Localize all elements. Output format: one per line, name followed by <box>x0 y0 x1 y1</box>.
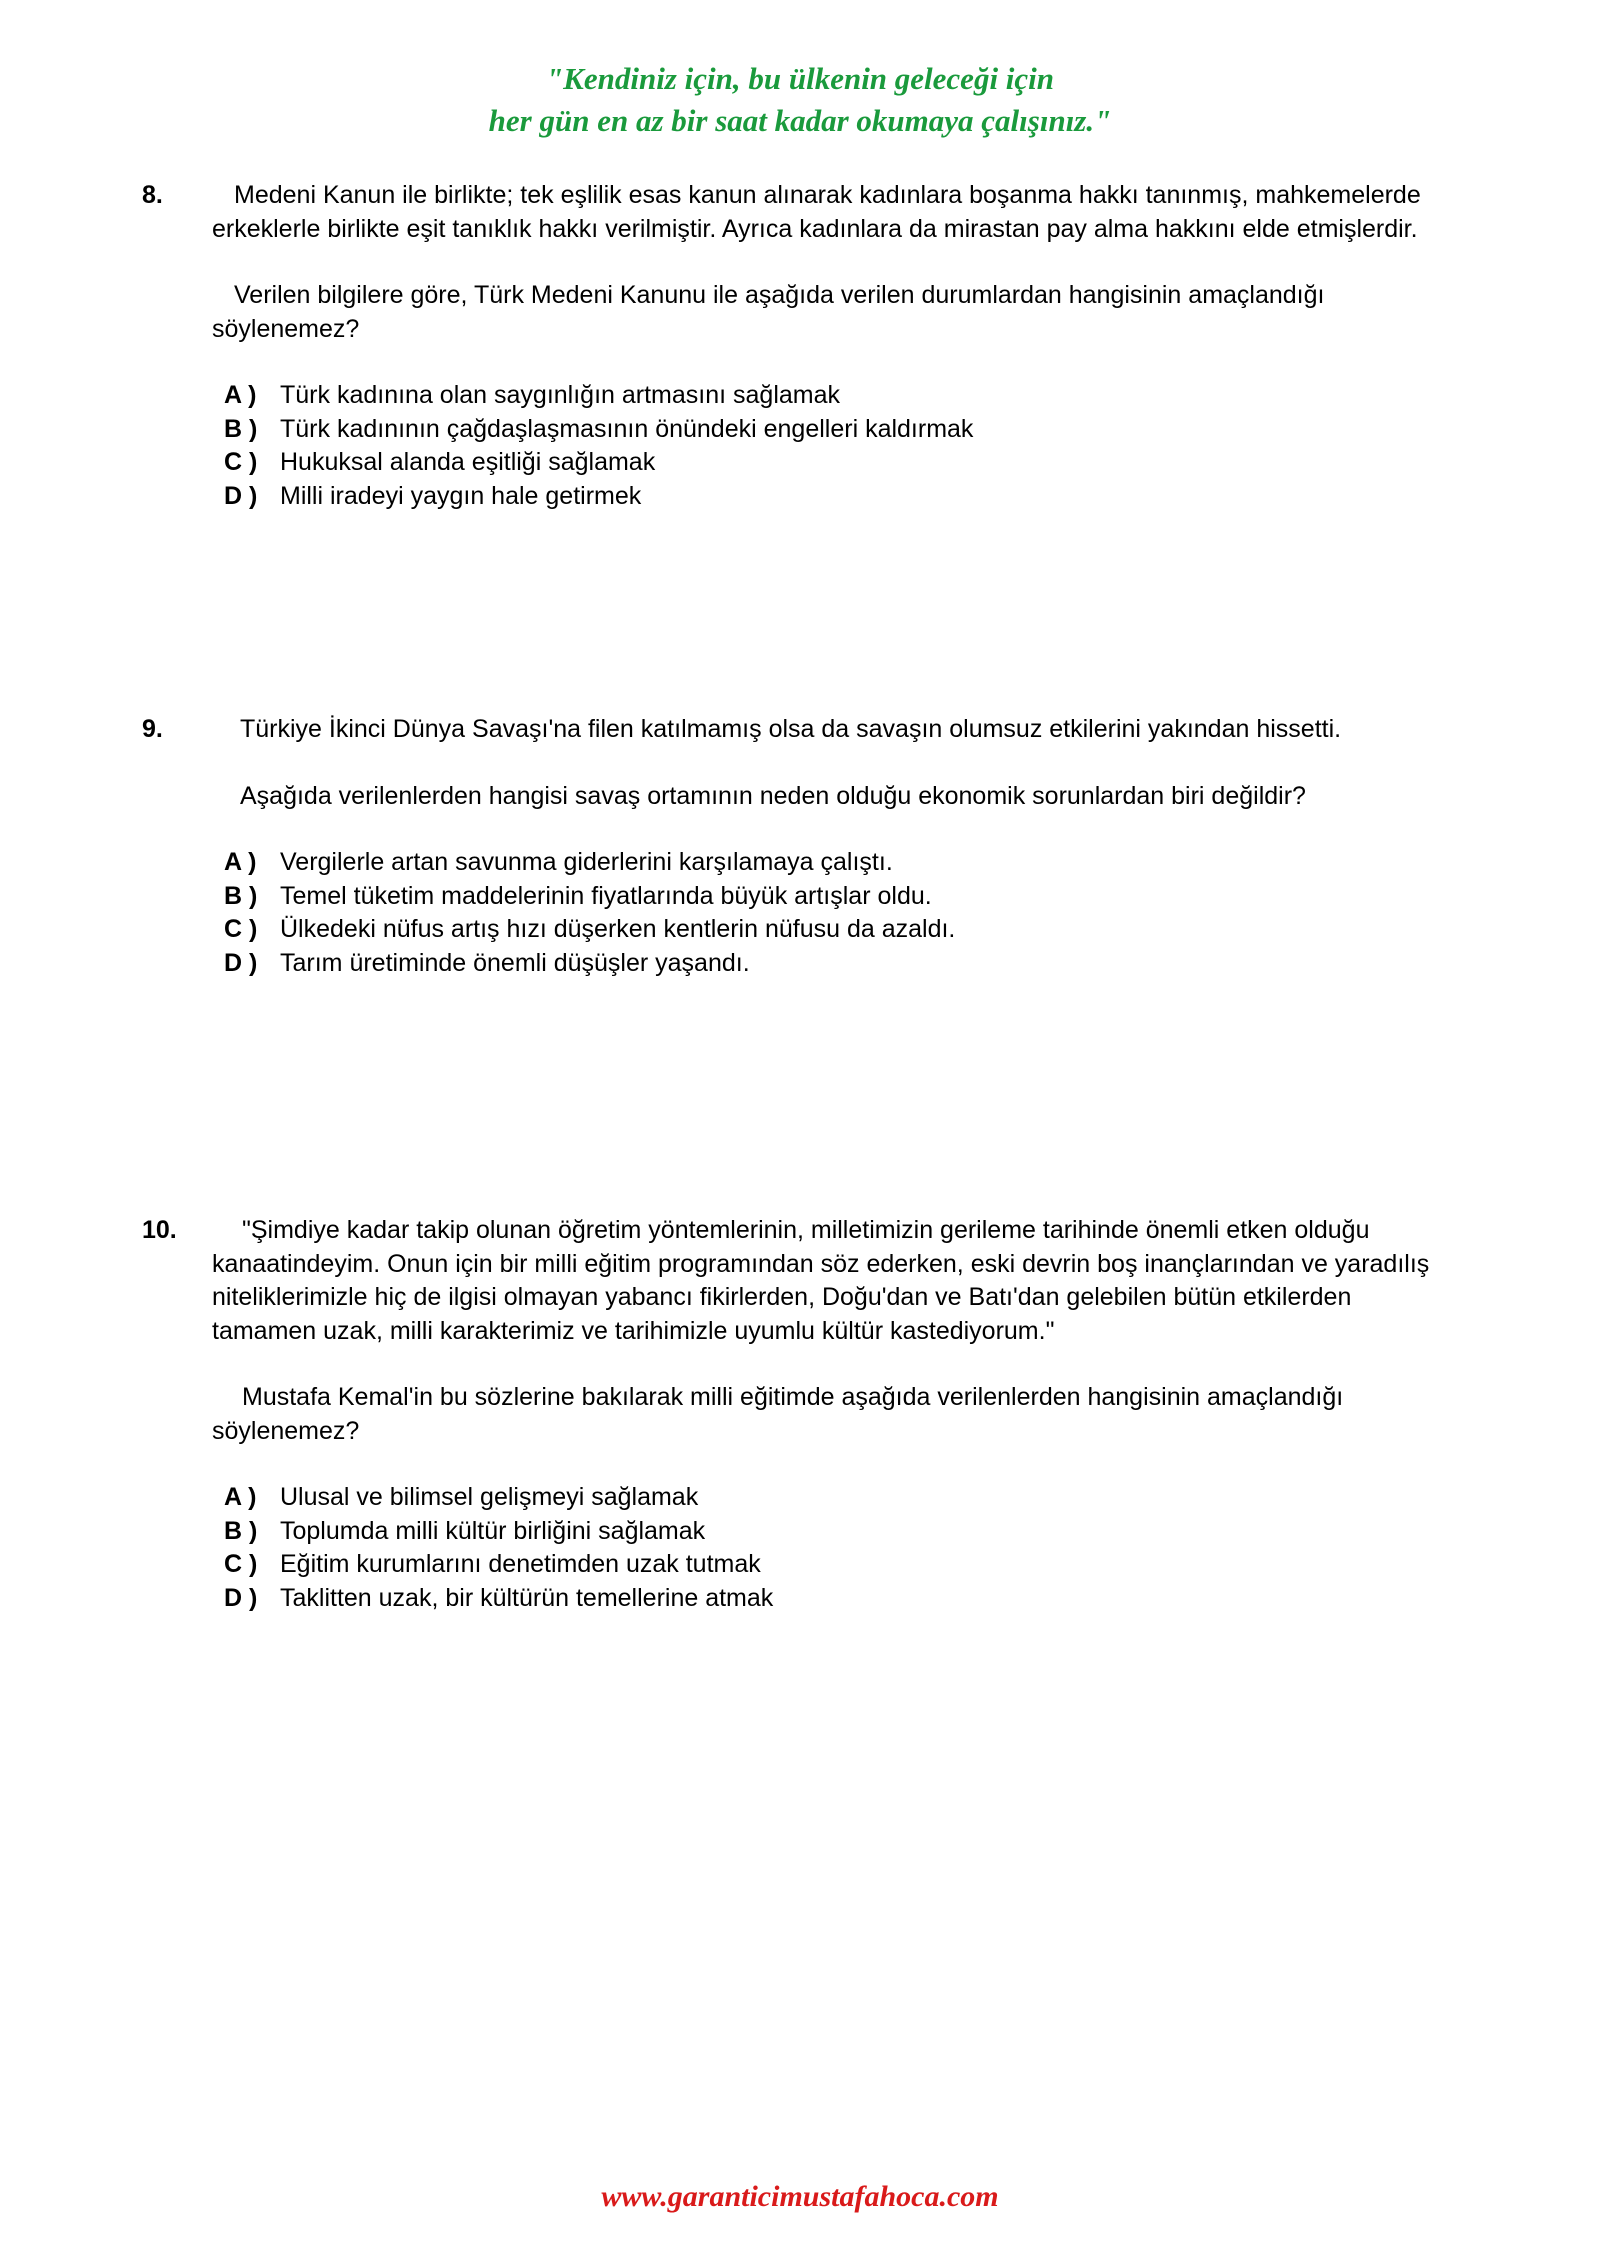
option-text: Ülkedeki nüfus artış hızı düşerken kentlerin nüfusu da azaldı. <box>280 915 956 943</box>
option-text: Eğitim kurumlarını denetimden uzak tutmak <box>280 1550 761 1578</box>
question-prompt: Mustafa Kemal'in bu sözlerine bakılarak milli eğitimde aşağıda verilenlerden hangisinin amaçlandığı söylenemez? <box>212 1383 1344 1445</box>
option-letter: C ) <box>224 448 258 476</box>
option-d[interactable] <box>224 1582 1422 1616</box>
option-text: Türk kadınına olan saygınlığın artmasını sağlamak <box>280 381 841 409</box>
options-list <box>224 1481 1422 1615</box>
question-text: "Şimdiye kadar takip olunan öğretim yöntemlerinin, milletimizin gerileme tarihinde önemli etken olduğu kanaatindeyim. Onun için bir milli eğitim programından söz ederken, eski devrin boş inançlarından ve yaradılış niteliklerimizle hiç de ilgisi olmayan yabancı fikirlerden, Doğu'dan ve Batı'dan gelebilen bütün etkilerden tamamen uzak, milli karakterimiz ve tarihimizle uyumlu kültür kastediyorum." <box>212 1216 1430 1345</box>
header-quote-line-1: "Kendiniz için, bu ülkenin geleceği için <box>545 61 1055 96</box>
option-d[interactable] <box>224 480 1422 514</box>
option-letter: B ) <box>224 1516 258 1545</box>
option-c[interactable] <box>224 913 1422 947</box>
option-letter: A ) <box>224 1483 257 1511</box>
option-text: Taklitten uzak, bir kültürün temellerine atmak <box>280 1583 774 1612</box>
option-text: Milli iradeyi yaygın hale getirmek <box>280 481 642 510</box>
option-b[interactable] <box>224 413 1422 447</box>
option-letter: D ) <box>224 481 258 510</box>
question-prompt: Verilen bilgilere göre, Türk Medeni Kanunu ile aşağıda verilen durumlardan hangisinin amaçlandığı söylenemez? <box>212 281 1325 343</box>
option-letter: D ) <box>224 1583 258 1612</box>
option-text: Türk kadınının çağdaşlaşmasının önündeki engelleri kaldırmak <box>280 414 974 443</box>
question-prompt: Aşağıda verilenlerden hangisi savaş ortamının neden olduğu ekonomik sorunlardan biri değildir? <box>240 781 1306 810</box>
option-letter: A ) <box>224 848 257 876</box>
option-text: Vergilerle artan savunma giderlerini karşılamaya çalıştı. <box>280 848 893 876</box>
question-number: 8. <box>142 181 163 209</box>
option-b[interactable] <box>224 880 1422 914</box>
header-quote-line-2: her gün en az bir saat kadar okumaya çalışınız." <box>488 103 1112 138</box>
option-letter: B ) <box>224 881 258 910</box>
question-number: 10. <box>142 1216 177 1244</box>
option-a[interactable] <box>224 379 1422 413</box>
question-text: Türkiye İkinci Dünya Savaşı'na filen katılmamış olsa da savaşın olumsuz etkilerini yakından hissetti. <box>240 715 1342 743</box>
question-9 <box>142 713 1422 980</box>
option-text: Temel tüketim maddelerinin fiyatlarında büyük artışlar oldu. <box>280 881 932 910</box>
header-quote <box>0 58 1600 142</box>
option-letter: C ) <box>224 1550 258 1578</box>
option-a[interactable] <box>224 1481 1422 1515</box>
question-8 <box>142 179 1422 513</box>
option-letter: B ) <box>224 414 258 443</box>
option-c[interactable] <box>224 446 1422 480</box>
option-text: Ulusal ve bilimsel gelişmeyi sağlamak <box>280 1483 699 1511</box>
option-text: Toplumda milli kültür birliğini sağlamak <box>280 1516 706 1545</box>
footer-website-link[interactable]: www.garanticimustafahoca.com <box>601 2180 999 2213</box>
option-text: Hukuksal alanda eşitliği sağlamak <box>280 448 656 476</box>
option-text: Tarım üretiminde önemli düşüşler yaşandı. <box>280 948 750 977</box>
question-text: Medeni Kanun ile birlikte; tek eşlilik esas kanun alınarak kadınlara boşanma hakkı tanınmış, mahkemelerde erkeklerle birlikte eşit tanıklık hakkı verilmiştir. Ayrıca kadınlara da mirastan pay alma hakkını elde etmişlerdir. <box>212 181 1421 243</box>
option-a[interactable] <box>224 846 1422 880</box>
option-letter: C ) <box>224 915 258 943</box>
options-list <box>224 379 1422 513</box>
question-number: 9. <box>142 715 163 743</box>
option-letter: A ) <box>224 381 257 409</box>
option-c[interactable] <box>224 1548 1422 1582</box>
question-10 <box>142 1214 1430 1615</box>
options-list <box>224 846 1422 980</box>
option-letter: D ) <box>224 948 258 977</box>
option-b[interactable] <box>224 1515 1422 1549</box>
option-d[interactable] <box>224 947 1422 981</box>
